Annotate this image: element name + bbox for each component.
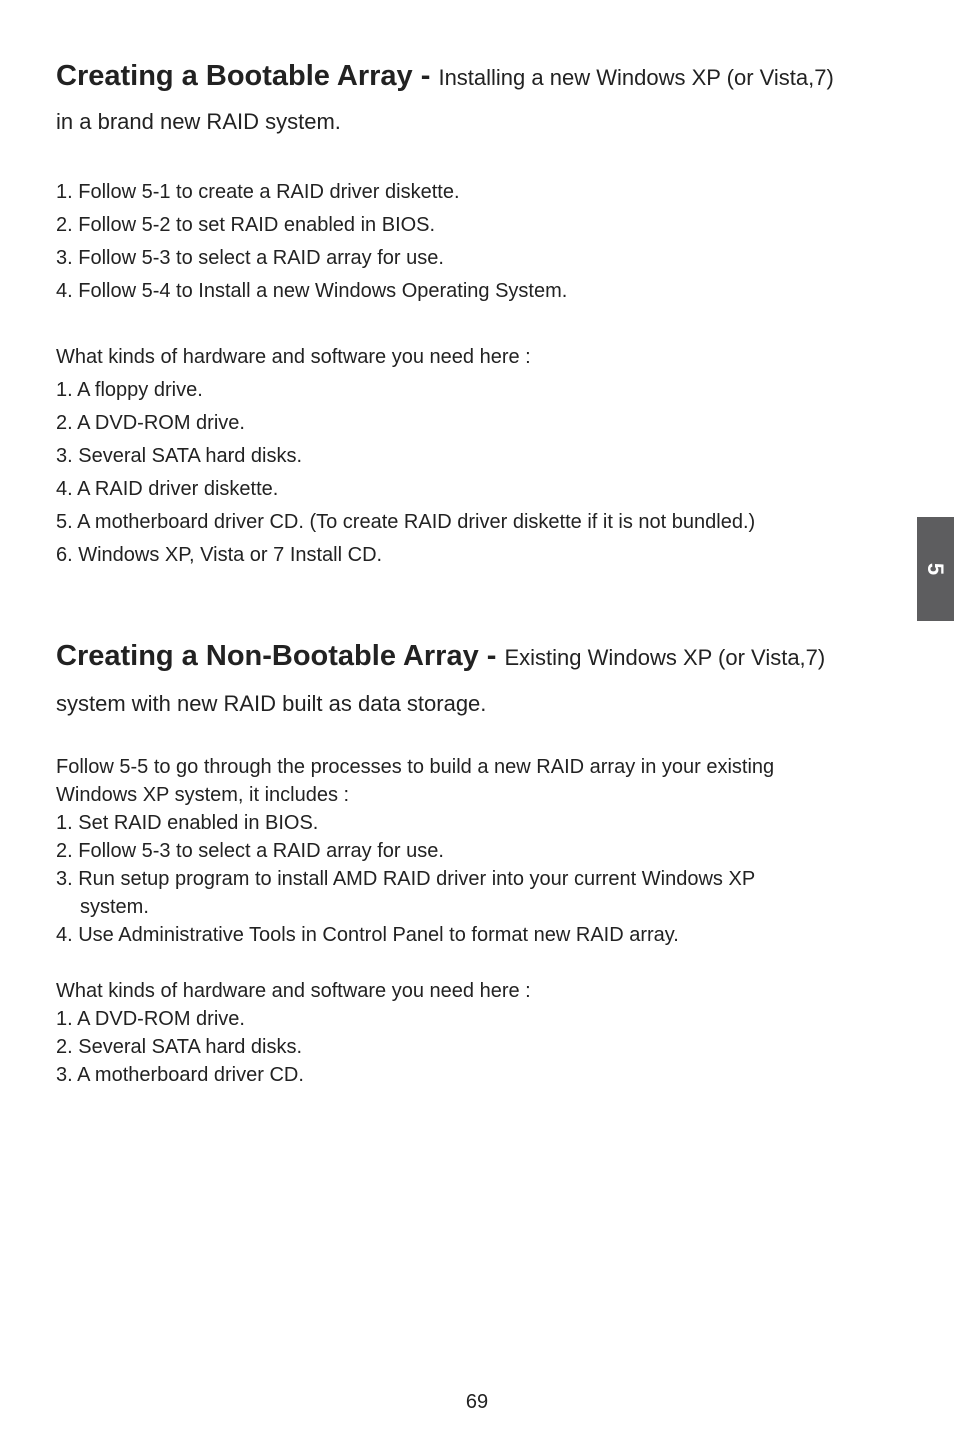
bootable-requirement: 1. A floppy drive. xyxy=(56,379,203,401)
bootable-step: 4. Follow 5-4 to Install a new Windows Operating System. xyxy=(56,280,568,302)
chapter-tab xyxy=(917,517,954,621)
non-bootable-array-subtitle: Existing Windows XP (or Vista,7) xyxy=(504,645,826,670)
non-bootable-step: 4. Use Administrative Tools in Control Panel to format new RAID array. xyxy=(56,924,679,946)
non-bootable-requirement: 1. A DVD-ROM drive. xyxy=(56,1008,245,1030)
non-bootable-requirement: 2. Several SATA hard disks. xyxy=(56,1036,303,1058)
non-bootable-array-title: Creating a Non-Bootable Array - xyxy=(56,640,505,672)
bootable-requirement: 6. Windows XP, Vista or 7 Install CD. xyxy=(56,544,383,566)
bootable-step: 2. Follow 5-2 to set RAID enabled in BIOS. xyxy=(56,214,436,236)
bootable-requirements-intro: What kinds of hardware and software you need here : xyxy=(56,346,531,368)
bootable-requirement: 4. A RAID driver diskette. xyxy=(56,478,279,500)
non-bootable-requirements-intro: What kinds of hardware and software you need here : xyxy=(56,980,531,1002)
non-bootable-array-heading xyxy=(56,642,886,671)
bootable-requirement: 5. A motherboard driver CD. (To create RAID driver diskette if it is not bundled.) xyxy=(56,511,756,533)
bootable-array-subtitle-line2: in a brand new RAID system. xyxy=(56,109,341,134)
non-bootable-step: 2. Follow 5-3 to select a RAID array for use. xyxy=(56,840,444,862)
non-bootable-step: 3. Run setup program to install AMD RAID driver into your current Windows XP xyxy=(56,868,756,890)
bootable-array-heading xyxy=(56,62,886,91)
bootable-array-subtitle: Installing a new Windows XP (or Vista,7) xyxy=(438,65,834,90)
non-bootable-intro-line2: Windows XP system, it includes : xyxy=(56,784,350,806)
non-bootable-requirements xyxy=(56,977,886,1089)
non-bootable-steps xyxy=(56,753,886,949)
non-bootable-intro: Follow 5-5 to go through the processes to build a new RAID array in your existing xyxy=(56,756,775,778)
non-bootable-step-continuation: system. xyxy=(80,896,149,918)
bootable-requirements xyxy=(56,341,886,572)
page-number: 69 xyxy=(465,1391,489,1413)
bootable-requirement: 3. Several SATA hard disks. xyxy=(56,445,303,467)
non-bootable-step: 1. Set RAID enabled in BIOS. xyxy=(56,812,319,834)
non-bootable-array-section xyxy=(56,640,886,716)
bootable-array-title: Creating a Bootable Array - xyxy=(56,60,439,92)
bootable-step: 1. Follow 5-1 to create a RAID driver diskette. xyxy=(56,181,460,203)
bootable-array-section xyxy=(56,60,886,134)
bootable-requirement: 2. A DVD-ROM drive. xyxy=(56,412,245,434)
chapter-tab-label: 5 xyxy=(923,562,949,576)
non-bootable-requirement: 3. A motherboard driver CD. xyxy=(56,1064,304,1086)
bootable-step: 3. Follow 5-3 to select a RAID array for use. xyxy=(56,247,444,269)
non-bootable-array-subtitle-line2: system with new RAID built as data storage. xyxy=(56,691,487,716)
bootable-steps xyxy=(56,176,886,308)
